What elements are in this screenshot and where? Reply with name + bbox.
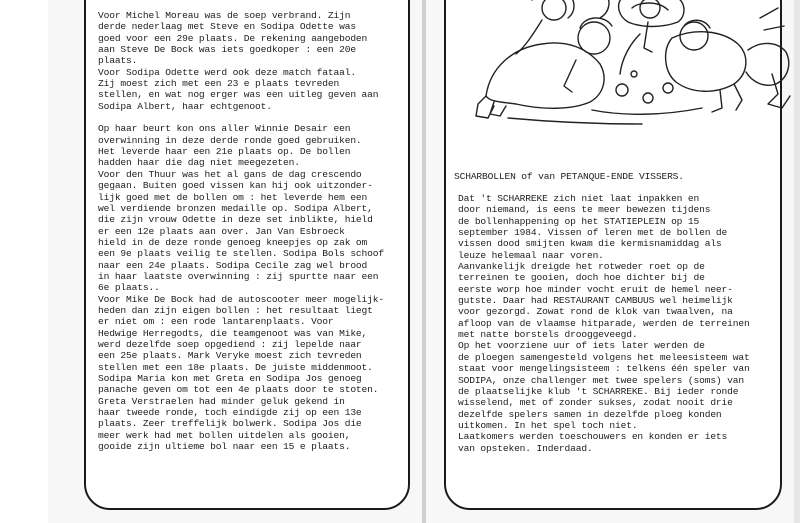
left-line: Op haar beurt kon ons aller Winnie Desair een xyxy=(98,123,351,135)
left-line: 6e plaats.. xyxy=(98,282,160,294)
right-line: wisselend, met of zonder sukses, zodat nooit drie xyxy=(458,397,733,409)
right-line: voor gezorgd. Zowat rond de klok van twaalven, na xyxy=(458,306,733,318)
right-line: uitkomen. In het spel toch niet. xyxy=(458,419,638,431)
left-line: Greta Verstraelen had minder geluk gekend in xyxy=(98,395,345,407)
right-line: Op het voorziene uur of iets later werden de xyxy=(458,340,705,352)
left-line: Hedwige Herregodts, die teamgenoot was van Mike, xyxy=(98,327,368,339)
right-line: met natte borstels drooggeveegd. xyxy=(458,329,638,341)
left-line: een 25e plaats. Mark Veryke moest zich tevreden xyxy=(98,350,362,362)
left-line: werd dezelfde soep opgediend : zij lepelde naar xyxy=(98,338,362,350)
right-line: afloop van de vlaamse hitparade, werden de terreinen xyxy=(458,317,750,329)
left-line: Voor Sodipa Odette werd ook deze match fataal. xyxy=(98,66,356,78)
left-line: meer werk had met bollen uitdelen als gooien, xyxy=(98,429,351,441)
left-line: plaats. Zeer treffelijk bolwerk. Sodipa Jos die xyxy=(98,418,362,430)
right-page-text xyxy=(458,193,750,454)
right-page xyxy=(426,0,794,523)
left-line: Zij moest zich met een 23 e plaats tevreden xyxy=(98,78,340,90)
left-line: er niet om : een rode lantarenplaats. Voor xyxy=(98,316,334,328)
right-line: eerste worp hoe minder vocht eruit de hemel neer- xyxy=(458,283,733,295)
left-page-text xyxy=(98,10,384,452)
left-line: Sodipa Albert, haar echtgenoot. xyxy=(98,100,272,112)
left-line: Voor den Thuur was het al gans de dag crescendo xyxy=(98,168,362,180)
right-line: SODIPA, onze challenger met twee spelers (soms) van xyxy=(458,374,744,386)
left-line: in haar laatste overwinning : zij spurtte naar een xyxy=(98,270,379,282)
right-line: van opsteken. Inderdaad. xyxy=(458,442,593,454)
right-line: vissen dood smijten kwam die kermisnamiddag als xyxy=(458,238,722,250)
left-line: stellen met een 18e plaats. De juiste middenmoot. xyxy=(98,361,373,373)
left-line: hadden haar die dag niet meegezeten. xyxy=(98,157,300,169)
right-line: leuze helemaal naar voren. xyxy=(458,249,604,261)
left-line: Voor Mike De Bock had de autoscooter meer mogelijk- xyxy=(98,293,384,305)
article-heading: SCHARBOLLEN of van PETANQUE-ENDE VISSERS. xyxy=(454,171,684,182)
left-line: gegaan. Buiten goed vissen kan hij ook uitzonder- xyxy=(98,180,373,192)
right-line: gutste. Daar had RESTAURANT CAMBUUS wel heimelijk xyxy=(458,295,733,307)
left-line: stellen, en wat nog erger was een uitleg geven aan xyxy=(98,89,379,101)
left-line: haar tweede ronde, toch eindigde zij op een 13e xyxy=(98,407,362,419)
left-line: panache geven om tot een 4e plaats door te stoten. xyxy=(98,384,379,396)
left-line: goed voor een 29e plaats. De rekening aangeboden xyxy=(98,32,368,44)
left-line: naar een 24e plaats. Sodipa Cecile zag wel brood xyxy=(98,259,368,271)
right-line: door niemand, is eens te meer bewezen tijdens xyxy=(458,204,711,216)
right-line: Dat 't SCHARREKE zich niet laat inpakken en xyxy=(458,193,700,204)
right-margin xyxy=(794,0,800,523)
left-line: wel verdiende bronzen medaille op. Sodipa Albert, xyxy=(98,202,373,214)
left-line: Het leverde haar een 21e plaats op. De bollen xyxy=(98,146,351,158)
left-line: Voor Michel Moreau was de soep verbrand. Zijn xyxy=(98,10,351,21)
left-line: heden dan zijn eigen bollen : het resultaat liegt xyxy=(98,304,373,316)
left-line: hield in de deze ronde genoeg kneepjes op zak om xyxy=(98,236,368,248)
left-line: lijk goed met de bollen om : het leverde hem een xyxy=(98,191,368,203)
right-line: de plaatselijke klub 't SCHARREKE. Bij ieder ronde xyxy=(458,385,739,397)
left-line: overwinning in deze derde ronde goed gebruiken. xyxy=(98,134,362,146)
left-line: derde nederlaag met Steve en Sodipa Odette was xyxy=(98,21,356,33)
left-line: er een 12e plaats aan over. Jan Van Esbroeck xyxy=(98,225,345,237)
right-line: september 1984. Vissen of leren met de bollen de xyxy=(458,227,728,239)
right-line: staat voor mengelingsisteem : telkens één speler van xyxy=(458,363,750,375)
booklet-spread xyxy=(48,0,794,523)
left-line: die zijn vrouw Odette in deze set inblikte, hield xyxy=(98,214,373,226)
left-margin xyxy=(0,0,48,523)
left-line: aan Steve De Bock was iets goedkoper : een 20e xyxy=(98,44,356,56)
left-line xyxy=(98,112,384,123)
right-line: dezelfde spelers samen in dezelfde ploeg konden xyxy=(458,408,722,420)
right-line: Laatkomers werden toeschouwers en konden er iets xyxy=(458,431,728,443)
left-line: plaats. xyxy=(98,55,138,67)
left-line: Sodipa Maria kon met Greta en Sodipa Jos genoeg xyxy=(98,373,362,384)
right-line: de ploegen samengesteld volgens het meleesisteem wat xyxy=(458,351,750,363)
left-page xyxy=(48,0,422,523)
right-line: terreinen te gooien, doch hoe dichter bij de xyxy=(458,272,705,284)
left-line: een 9e plaats veilig te stellen. Sodipa Bols schoof xyxy=(98,248,384,260)
left-line: gooide zijn ultieme bol naar een 15 e plaats. xyxy=(98,441,351,453)
right-line: Aanvankelijk dreigde het rotweder roet op de xyxy=(458,261,705,273)
right-line: de bollenhappening op het STATIEPLEIN op 15 xyxy=(458,215,700,227)
petanque-players-illustration xyxy=(472,0,794,126)
